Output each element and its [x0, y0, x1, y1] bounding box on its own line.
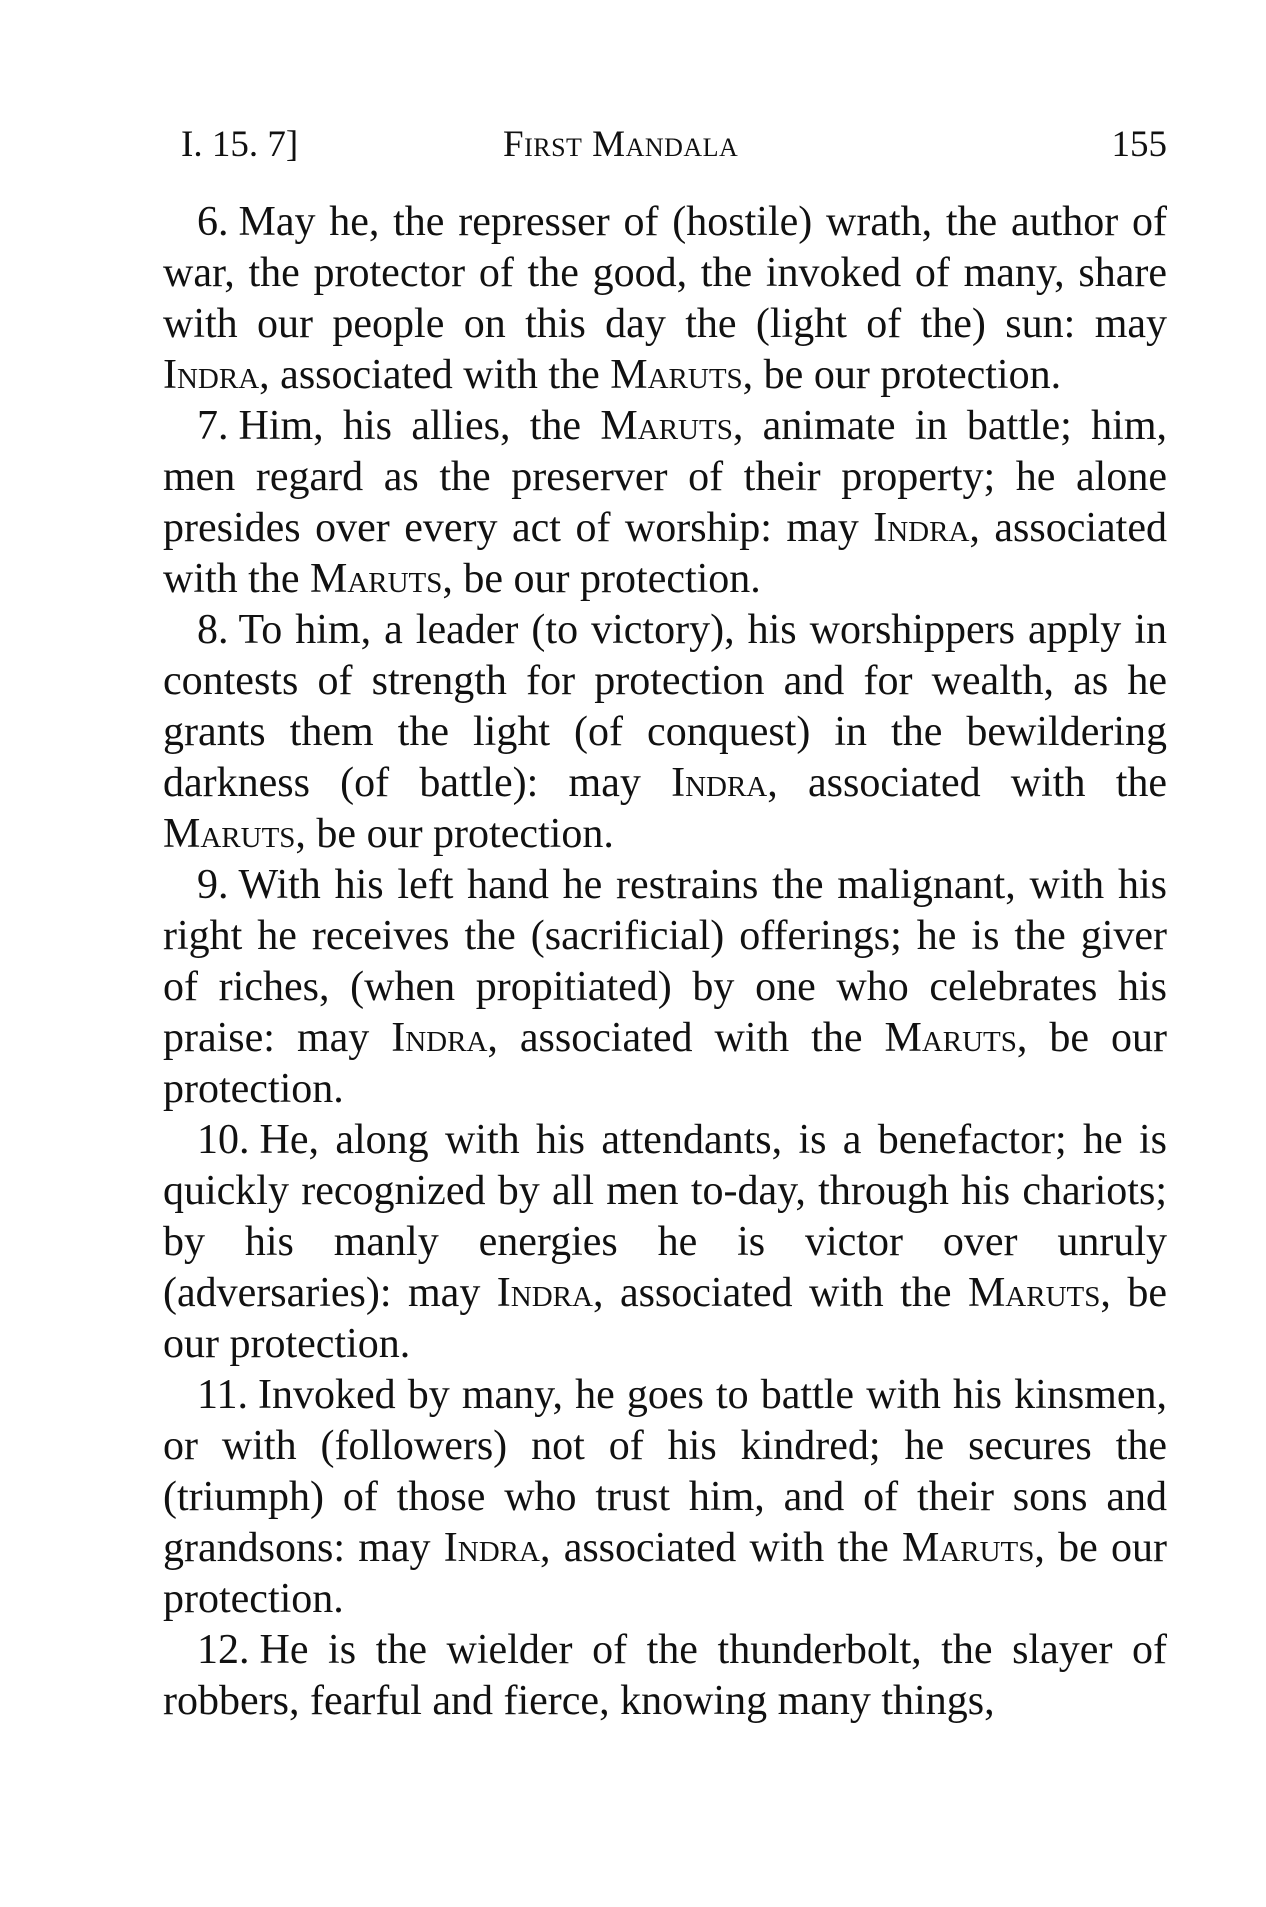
deity-name: Indra — [671, 760, 768, 806]
verse-number: 6. — [197, 199, 229, 245]
deity-name: Indra — [496, 1270, 593, 1316]
verse-text: , be our protection. — [442, 556, 761, 602]
verse-text: May he, the represser of (hostile) wrath, the author of war, the protector of the good, the invoked of many, share with our people on this day the (light of the) sun: may — [163, 199, 1167, 347]
deity-name: Indra — [443, 1525, 540, 1571]
verse-8 — [163, 605, 1167, 860]
verse-11 — [163, 1370, 1167, 1625]
verse-number: 8. — [197, 607, 229, 653]
verse-text: He, along with his attendants, is a benefactor; he is quickly recognized by all men to-day, through his chariots; by his manly energies he is victor over unruly (adversaries): may — [163, 1117, 1167, 1316]
verse-text: , associated with the — [592, 1270, 968, 1316]
deity-name: Maruts — [967, 1270, 1101, 1316]
verse-number: 9. — [197, 862, 229, 908]
deity-name: Maruts — [163, 811, 296, 857]
running-head — [163, 115, 1167, 175]
verse-text: , associated with the — [539, 1525, 902, 1571]
verse-9 — [163, 860, 1167, 1115]
verse-number: 10. — [197, 1117, 250, 1163]
deity-name: Maruts — [309, 556, 443, 602]
deity-name: Indra — [873, 505, 970, 551]
verse-number: 7. — [197, 403, 229, 449]
verse-list — [163, 197, 1167, 1727]
verse-text: , associated with the — [259, 352, 611, 398]
running-title: First Mandala — [503, 124, 739, 165]
verse-text: He is the wielder of the thunderbolt, the slayer of robbers, fearful and fierce, knowing many things, — [163, 1627, 1167, 1724]
deity-name: Maruts — [901, 1525, 1035, 1571]
verse-number: 12. — [197, 1627, 250, 1673]
verse-reference: I. 15. 7] — [181, 124, 299, 165]
verse-text: , animate in battle; him, men regard as the preserver of their property; he alone presides over every act of worship: may — [163, 403, 1167, 551]
verse-12 — [163, 1625, 1167, 1727]
page-number: 155 — [1111, 124, 1167, 165]
verse-text: With his left hand he restrains the malignant, with his right he receives the (sacrificial) offerings; he is the giver of riches, (when propitiated) by one who celebrates his praise: may — [163, 862, 1167, 1061]
deity-name: Maruts — [610, 352, 743, 398]
book-page — [163, 115, 1167, 1727]
verse-10 — [163, 1115, 1167, 1370]
verse-text: , be our protection. — [163, 1015, 1167, 1112]
verse-7 — [163, 401, 1167, 605]
verse-number: 11. — [197, 1372, 248, 1418]
verse-text: , be our protection. — [295, 811, 614, 857]
deity-name: Maruts — [600, 403, 733, 449]
verse-text: , associated with the — [487, 1015, 885, 1061]
verse-text: , associated with the — [163, 505, 1167, 602]
verse-text: , associated with the — [767, 760, 1168, 806]
verse-text: Him, his allies, the — [238, 403, 601, 449]
deity-name: Indra — [391, 1015, 488, 1061]
deity-name: Maruts — [884, 1015, 1017, 1061]
verse-6 — [163, 197, 1167, 401]
verse-text: , be our protection. — [742, 352, 1062, 398]
deity-name: Indra — [163, 352, 260, 398]
verse-text: Invoked by many, he goes to battle with his kinsmen, or with (followers) not of his kindred; he secures the (triumph) of those who trust him, and of their sons and grandsons: may — [163, 1372, 1167, 1571]
verse-text: To him, a leader (to victory), his worshippers apply in contests of strength for protection and for wealth, as he grants them the light (of conquest) in the bewildering darkness (of battle): may — [163, 607, 1167, 806]
verse-text: , be our protection. — [163, 1270, 1167, 1367]
verse-text: , be our protection. — [163, 1525, 1168, 1622]
